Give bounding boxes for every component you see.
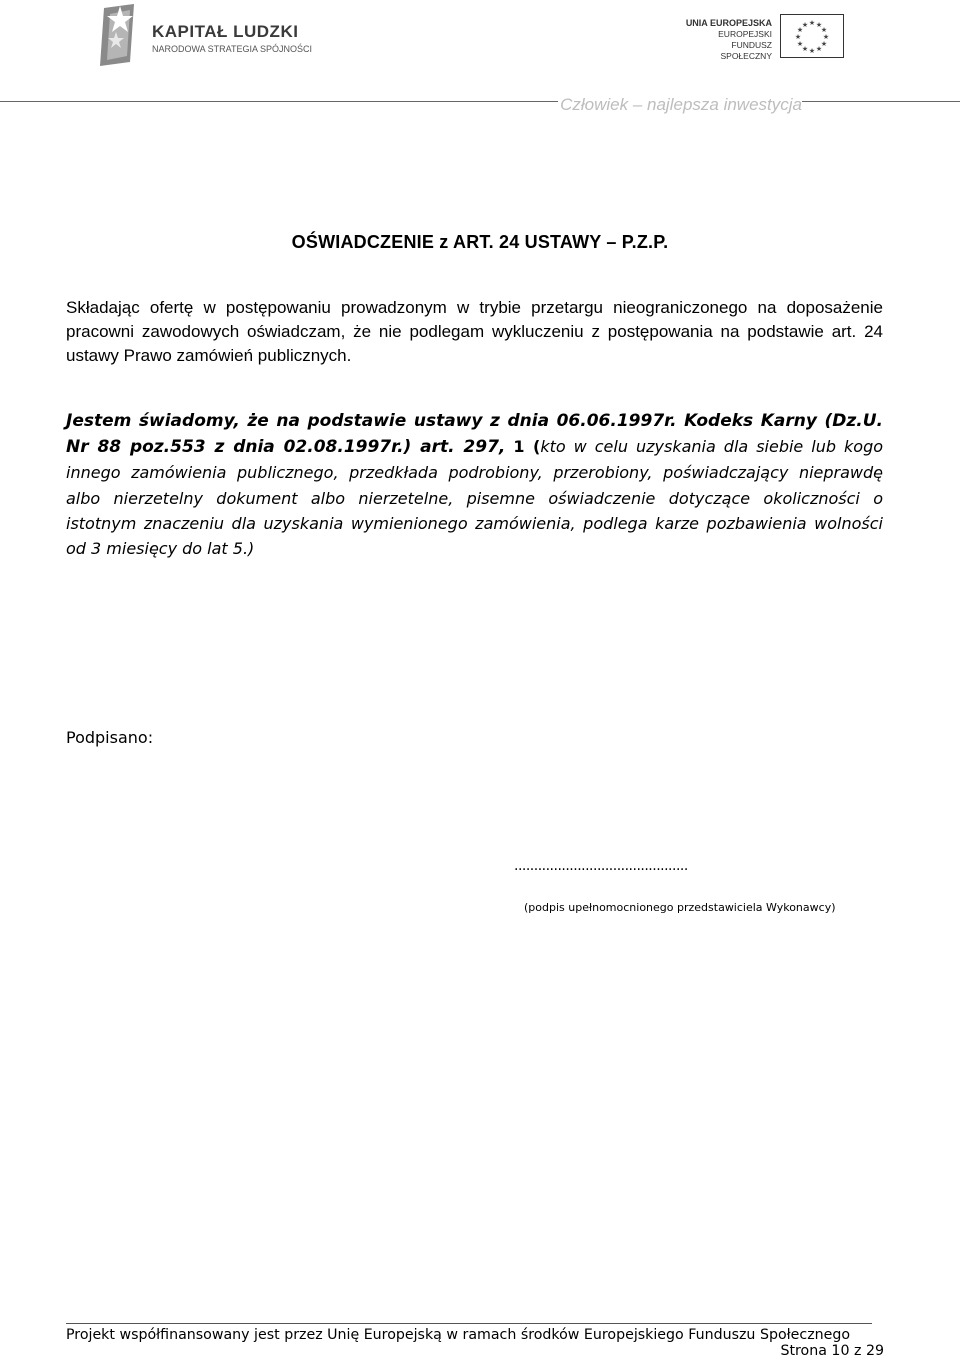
footer-project-text: Projekt współfinansowany jest przez Unię Europejską w ramach środków Europejskiego Funduszu Społecznego [66,1327,851,1343]
signature-caption: (podpis upełnomocnionego przedstawiciela Wykonawcy) [524,901,836,914]
svg-text:★: ★ [820,40,828,48]
svg-text:★: ★ [808,47,816,55]
ue-efs-logo [684,14,848,60]
footer-divider [66,1323,872,1324]
section-number: 1 ( [513,437,541,457]
penal-code-quote: kto w celu uzyskania dla siebie lub kogo innego zamówienia publicznego, przedkłada podrobiony, przerobiony, poświadczający nieprawdę albo nierzetelny dokument albo nierzetelne, pisemne oświadczenie dotyczące okoliczności o istotnym znaczeniu dla uzyskania wymienionego zamówienia, podlega karze pozbawienia wolności od 3 miesięcy do lat 5.) [66,437,884,559]
svg-text:★: ★ [808,19,816,27]
svg-text:★: ★ [794,33,802,41]
awareness-paragraph [66,408,883,561]
svg-text:★: ★ [815,45,823,53]
document-title: OŚWIADCZENIE z ART. 24 USTAWY – P.Z.P. [291,232,669,252]
awareness-bold-text: Jestem świadomy, że na podstawie ustawy z dnia 06.06.1997r. Kodeks Karny (Dz.U. Nr 88 poz.553 z dnia 02.08.1997r.) art. 297, [66,411,883,458]
svg-text:★: ★ [815,21,823,29]
signed-label: Podpisano: [66,728,154,747]
page-number: Strona 10 z 29 [780,1343,884,1359]
svg-text:★: ★ [822,33,830,41]
kapital-ludzki-logo [96,4,313,64]
kapital-ludzki-emblem-icon [96,4,146,66]
ue-fund-line2: FUNDUSZ SPOŁECZNY [720,40,772,61]
svg-text:★: ★ [796,40,804,48]
header-slogan: Człowiek – najlepsza inwestycja [560,95,802,114]
ue-fund-line1: EUROPEJSKI [718,29,772,39]
eu-flag-icon [780,14,844,58]
svg-text:★: ★ [801,21,809,29]
signature-line: ............................................ [514,858,688,874]
declaration-paragraph: Składając ofertę w postępowaniu prowadzonym w trybie przetargu nieograniczonego na doposażenie pracowni zawodowych oświadczam, że nie podlegam wykluczeniu z postępowania na podstawie art. 24 ustawy Prawo zamówień publicznych. [66,298,883,365]
svg-text:★: ★ [801,45,809,53]
svg-text:★: ★ [820,26,828,34]
svg-text:★: ★ [796,26,804,34]
ue-label: UNIA EUROPEJSKA [685,18,772,28]
kapital-ludzki-title: KAPITAŁ LUDZKI [152,22,299,41]
kapital-ludzki-subtitle: NARODOWA STRATEGIA SPÓJNOŚCI [152,44,313,54]
header-divider [0,101,960,102]
